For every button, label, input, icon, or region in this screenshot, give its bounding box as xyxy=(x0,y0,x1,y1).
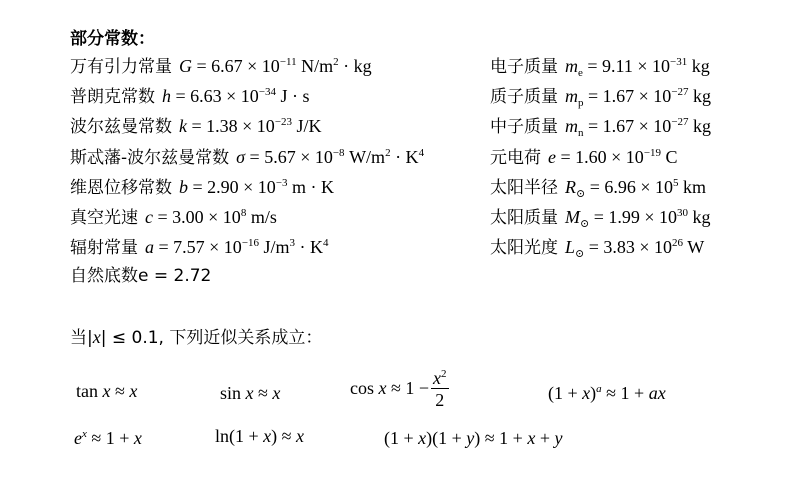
approximation-heading-post: | ≤ 0.1, 下列近似关系成立： xyxy=(100,328,323,348)
constant-row xyxy=(490,55,710,78)
constant-row xyxy=(490,85,711,108)
constant-formula: $e = 1.60 \times 10^{-19}$ C xyxy=(548,146,678,167)
constant-name: 中子质量 xyxy=(490,117,558,138)
power-approximation: $(1 + x)^a \approx 1$ + ax xyxy=(548,383,666,403)
constant-name: 万有引力常量 xyxy=(70,57,172,77)
constant-name: 辐射常量 xyxy=(70,238,138,259)
cos-approximation: cos x ≈ 1 − $\frac{x^2}{2}$ xyxy=(350,368,447,411)
constant-name: 维恩位移常数 xyxy=(70,177,172,198)
ln-approximation: ln(1 + x) ≈ x xyxy=(215,426,305,446)
constant-formula: $m_e = 9.11 \times 10^{-31}$ kg xyxy=(565,56,710,79)
constant-row xyxy=(490,115,711,138)
constant-formula: $c = 3.00 \times 10^8$ m/s xyxy=(145,207,277,227)
constant-formula: $\sigma = 5.67 \times 10^{-8}$ $W/m^2 \cdot K^4$ xyxy=(236,146,425,167)
constant-row xyxy=(70,206,277,229)
constant-name: 普朗克常数 xyxy=(70,87,155,108)
constant-name: 波尔兹曼常数 xyxy=(70,117,172,138)
constant-row xyxy=(490,176,706,199)
constant-formula: $h = 6.63 \times 10^{-34}$ J · s xyxy=(162,86,310,107)
constant-row xyxy=(70,115,322,138)
constant-name: 太阳质量 xyxy=(490,208,558,228)
constant-row xyxy=(70,146,424,169)
constant-row xyxy=(490,236,704,259)
constant-name: 电子质量 xyxy=(490,57,558,77)
constant-row xyxy=(70,176,334,199)
constant-formula: $a = 7.57 \times 10^{-16}$ $J/m^3 \cdot K^4$ xyxy=(145,237,329,258)
constant-name: 太阳半径 xyxy=(490,177,558,198)
constant-formula: $b = 2.90 \times 10^{-3}$ m · K xyxy=(179,176,335,197)
constant-formula: $m_p = 1.67 \times 10^{-27}$ kg xyxy=(565,86,712,110)
constant-row xyxy=(490,206,711,229)
exp-approximation: $e^x \approx 1 + x$ xyxy=(74,428,142,448)
constant-row xyxy=(70,85,310,108)
product-approximation: (1 + x)(1 + y) ≈ 1 + x + y xyxy=(384,428,563,448)
constant-name: 质子质量 xyxy=(490,87,558,108)
constant-formula: $R_⊙ = 6.96 \times 10^5$ km xyxy=(565,176,707,200)
constant-formula: $m_n = 1.67 \times 10^{-27}$ kg xyxy=(565,116,712,140)
constant-name: 元电荷 xyxy=(490,147,541,168)
euler-constant-line: 自然底数e = 2.72 xyxy=(70,266,212,286)
constant-formula: $L_⊙ = 3.83 \times 10^{26}$ W xyxy=(565,237,705,261)
constant-formula: $k = 1.38 \times 10^{-23}$ J/K xyxy=(179,116,322,137)
constant-row xyxy=(70,55,372,78)
constant-name: 太阳光度 xyxy=(490,238,558,259)
cos-fraction: $\frac{x^2}{2}$ xyxy=(433,368,447,411)
constant-formula: $G = 6.67 \times 10^{-11}$ $N/m^2$ · kg xyxy=(179,56,372,76)
constant-row xyxy=(490,146,678,169)
approximation-heading-var: x xyxy=(92,327,101,347)
constant-formula: $M_⊙ = 1.99 \times 10^{30}$ kg xyxy=(565,207,711,230)
sin-approximation: sin x ≈ x xyxy=(220,383,281,403)
approximation-heading-pre: 当| xyxy=(70,328,93,348)
constants-heading: 部分常数： xyxy=(70,29,155,49)
constant-name: 斯忒藩-波尔兹曼常数 xyxy=(70,147,230,168)
constant-name: 真空光速 xyxy=(70,208,138,228)
tan-approximation: tan x ≈ x xyxy=(76,381,138,401)
constant-row xyxy=(70,236,329,259)
approximation-heading xyxy=(70,326,322,349)
